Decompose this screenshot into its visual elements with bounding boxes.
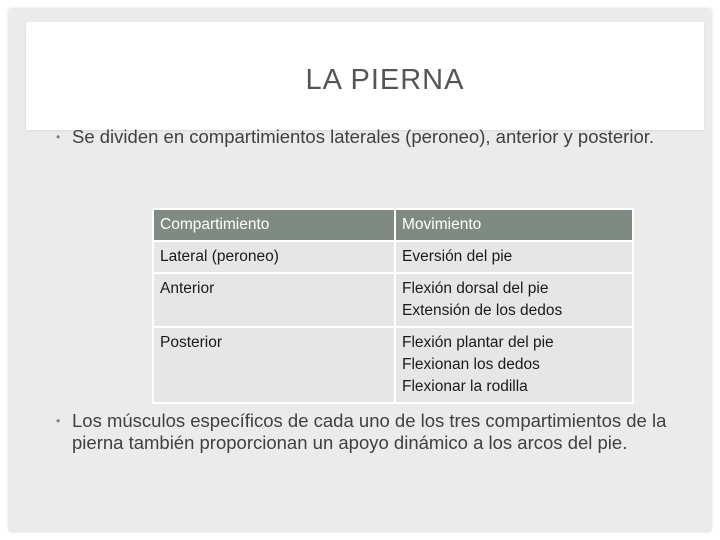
movement-cell	[395, 241, 633, 273]
slide	[8, 8, 712, 532]
movement-line: Flexionan los dedos	[402, 356, 540, 373]
bullet-item-1	[56, 126, 686, 148]
movement-cell	[395, 273, 633, 327]
slide-title: LA PIERNA	[305, 64, 465, 96]
movement-line: Extensión de los dedos	[402, 302, 563, 319]
movement-line: Flexionar la rodilla	[402, 378, 528, 395]
movement-cell	[395, 327, 633, 403]
title-box	[26, 22, 704, 130]
bullet-item-2	[56, 410, 686, 454]
bullet-icon: •	[56, 130, 61, 144]
bullet-text: Se dividen en compartimientos laterales (peroneo), anterior y posterior.	[72, 126, 655, 147]
header-compartment: Compartimiento	[153, 209, 395, 241]
compartment-cell: Lateral (peroneo)	[153, 241, 395, 273]
header-movement: Movimiento	[395, 209, 633, 241]
compartment-table	[152, 208, 634, 404]
table-row	[153, 273, 633, 327]
table-header-row	[153, 209, 633, 241]
movement-line: Flexión plantar del pie	[402, 334, 554, 351]
bullet-icon: •	[56, 414, 61, 428]
bullet-text: Los músculos específicos de cada uno de los tres compartimientos de la pierna también proporcionan un apoyo dinámico a los arcos del pie.	[72, 410, 667, 453]
movement-line: Flexión dorsal del pie	[402, 280, 549, 297]
table-row	[153, 327, 633, 403]
movement-line: Eversión del pie	[402, 248, 513, 265]
compartment-cell: Posterior	[153, 327, 395, 403]
compartment-cell: Anterior	[153, 273, 395, 327]
table-row	[153, 241, 633, 273]
